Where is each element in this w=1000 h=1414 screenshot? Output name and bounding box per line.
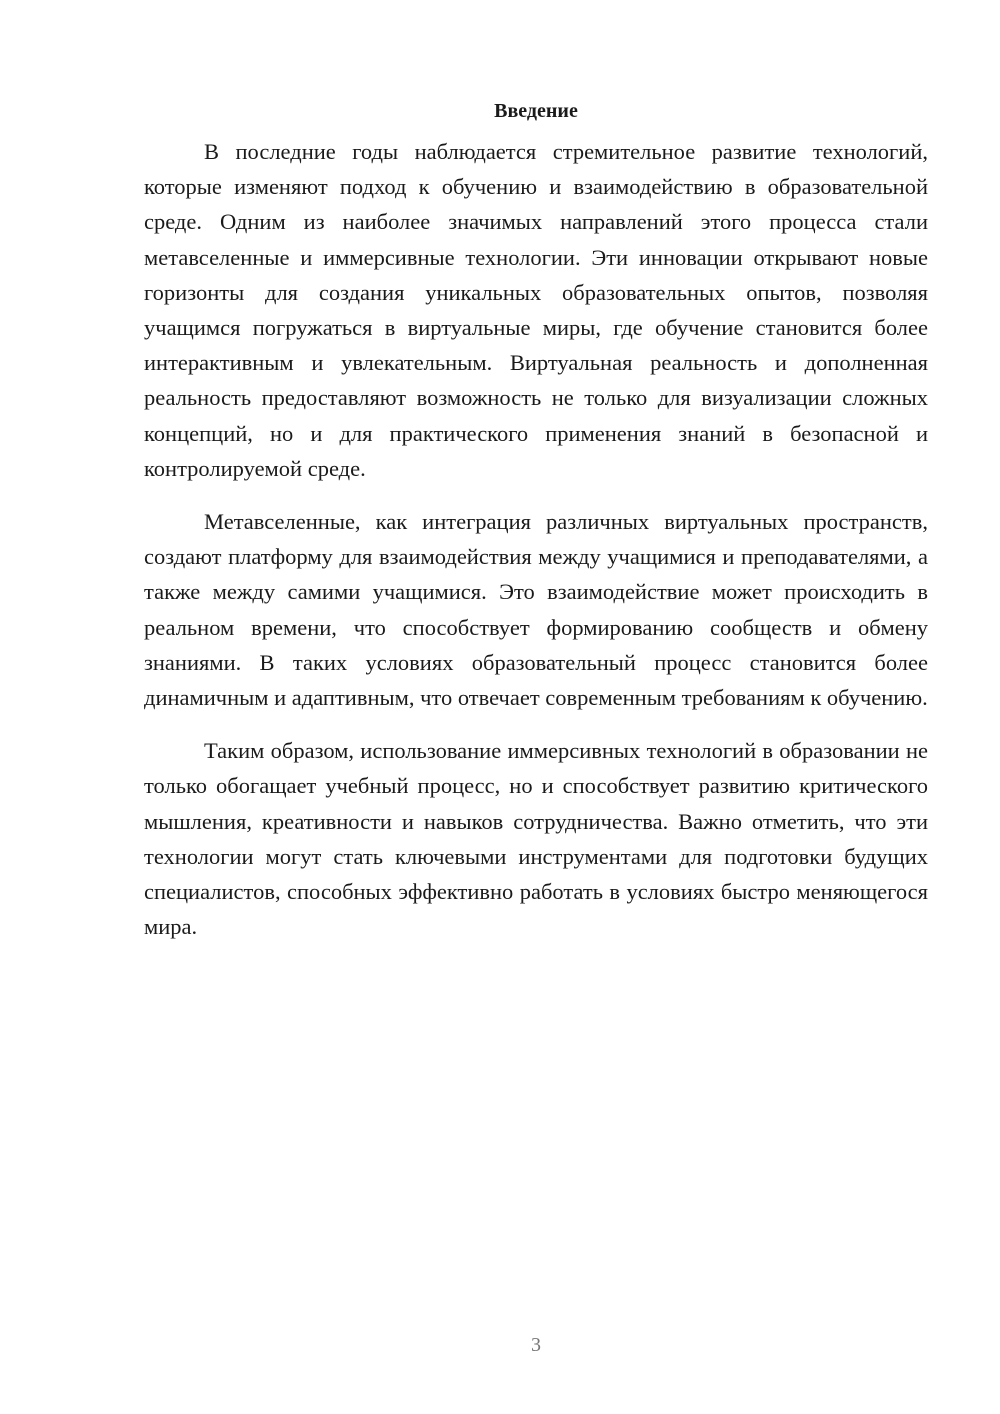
page-content bbox=[144, 96, 928, 962]
paragraph-3: Таким образом, использование иммерсивных технологий в образовании не только обогащает учебный процесс, но и способствует развитию критического мышления, креативности и навыков сотрудничества. Важно отметить, что эти технологии могут стать ключевыми инструментами для подготовки будущих специалистов, способных эффективно работать в условиях быстро меняющегося мира. bbox=[144, 738, 928, 940]
page-number: 3 bbox=[531, 1334, 541, 1356]
paragraph-2: Метавселенные, как интеграция различных виртуальных пространств, создают платформу для взаимодействия между учащимися и преподавателями, а также между самими учащимися. Это взаимодействие может происходить в реальном времени, что способствует формированию сообществ и обмену знаниями. В таких условиях образовательный процесс становится более динамичным и адаптивным, что отвечает современным требованиям к обучению. bbox=[144, 509, 928, 711]
paragraph-1: В последние годы наблюдается стремительное развитие технологий, которые изменяют подход к обучению и взаимодействию в образовательной среде. Одним из наиболее значимых направлений этого процесса стали метавселенные и иммерсивные технологии. Эти инновации открывают новые горизонты для создания уникальных образовательных опытов, позволяя учащимся погружаться в виртуальные миры, где обучение становится более интерактивным и увлекательным. Виртуальная реальность и дополненная реальность предоставляют возможность не только для визуализации сложных концепций, но и для практического применения знаний в безопасной и контролируемой среде. bbox=[144, 139, 928, 481]
section-heading: Введение bbox=[494, 100, 578, 122]
